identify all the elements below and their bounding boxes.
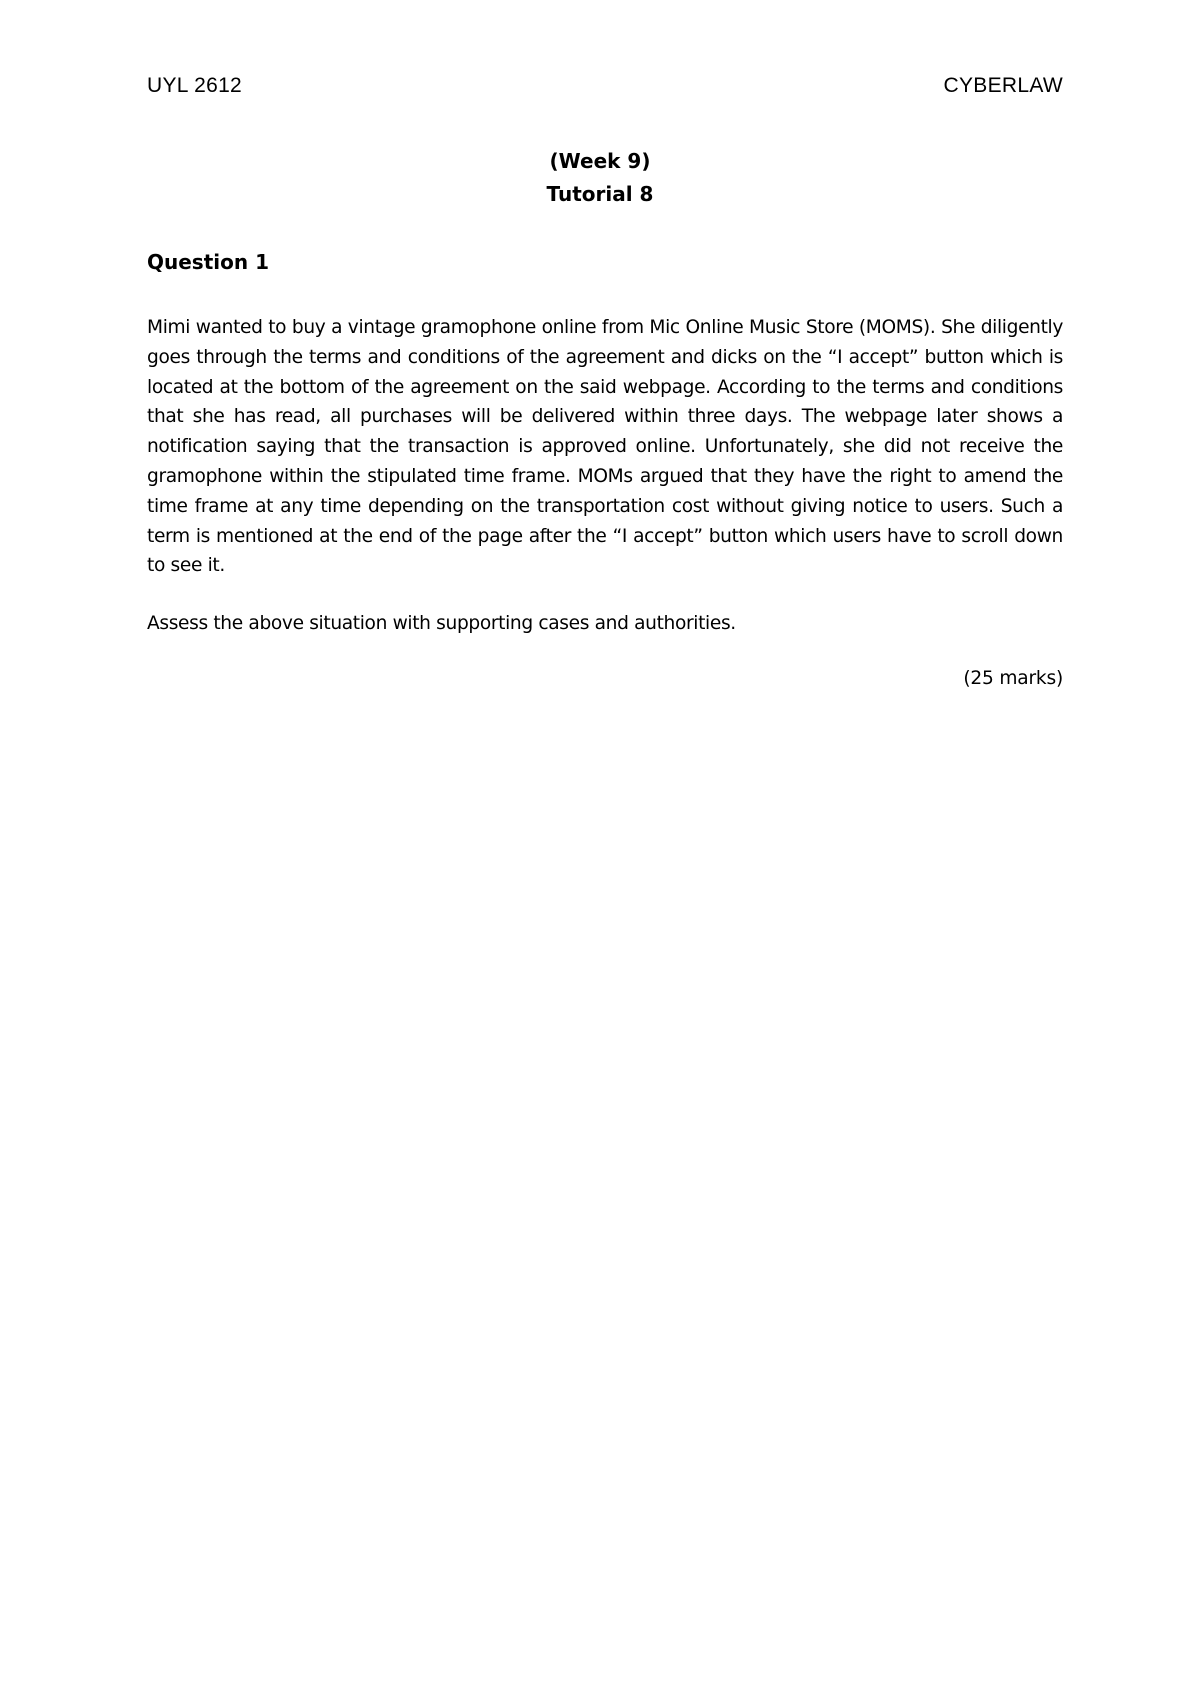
- marks-label: (25 marks): [963, 668, 1063, 689]
- question-instruction: Assess the above situation with supporting cases and authorities.: [147, 613, 736, 634]
- week-title: (Week 9): [549, 149, 651, 173]
- course-name: CYBERLAW: [943, 74, 1063, 97]
- tutorial-title: Tutorial 8: [546, 182, 654, 206]
- course-code: UYL 2612: [147, 74, 243, 97]
- question-paragraph: Mimi wanted to buy a vintage gramophone online from Mic Online Music Store (MOMS). She diligently goes through the terms and conditions of the agreement and dicks on the “I accept” button which is located at the bottom of the agreement on the said webpage. According to the terms and conditions that she has read, all purchases will be delivered within three days. The webpage later shows a notification saying that the transaction is approved online. Unfortunately, she did not receive the gramophone within the stipulated time frame. MOMs argued that they have the right to amend the time frame at any time depending on the transportation cost without giving notice to users. Such a term is mentioned at the end of the page after the “I accept” button which users have to scroll down to see it.: [147, 317, 1063, 577]
- question-heading: Question 1: [147, 250, 269, 274]
